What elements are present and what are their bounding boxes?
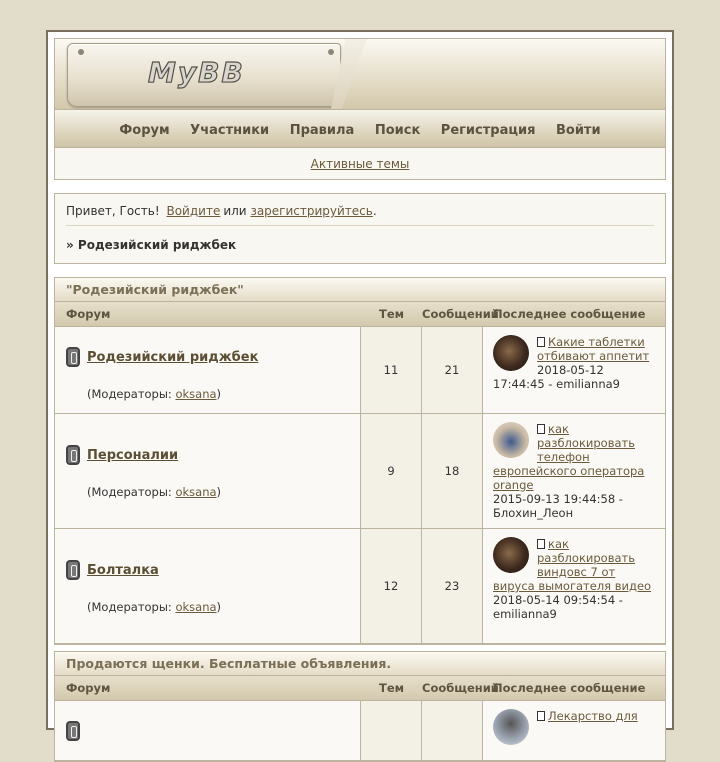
site-header: [54, 38, 666, 110]
moderators: (Модераторы: oksana): [87, 600, 222, 614]
category-title: "Родезийский риджбек": [55, 278, 665, 302]
avatar[interactable]: [493, 422, 529, 458]
bolt-icon: [328, 49, 334, 55]
avatar[interactable]: [493, 709, 529, 745]
forum-status-icon: [66, 445, 80, 465]
topic-icon: [537, 337, 545, 347]
logo[interactable]: [67, 43, 341, 107]
period-text: .: [372, 204, 377, 218]
topics-count: 11: [361, 327, 422, 413]
login-link[interactable]: Войдите: [166, 204, 221, 218]
avatar[interactable]: [493, 335, 529, 371]
forum-row: [55, 529, 665, 644]
last-post-link[interactable]: как разблокировать телефон европейского оператора orange: [493, 422, 645, 492]
menu-item-login[interactable]: Войти: [555, 123, 601, 138]
forum-row: [55, 701, 665, 761]
posts-count: 21: [422, 327, 483, 413]
register-link[interactable]: зарегистрируйтесь: [250, 204, 373, 218]
header-posts: Сообщений: [422, 307, 499, 321]
forum-cell: [55, 701, 361, 760]
last-post-user: Блохин_Леон: [493, 506, 574, 520]
moderator-link[interactable]: oksana: [175, 600, 217, 614]
last-post-date: 2015-09-13 19:44:58 -: [493, 492, 623, 506]
page-container: [46, 30, 674, 730]
or-text: или: [223, 204, 247, 218]
forum-row: [55, 414, 665, 529]
category-header: [55, 676, 665, 701]
active-topics-link[interactable]: Активные темы: [310, 157, 410, 171]
topics-count: 12: [361, 529, 422, 643]
menu-item-rules[interactable]: Правила: [289, 123, 355, 138]
last-post-link[interactable]: как разблокировать виндовс 7 от вируса вымогателя видео: [493, 537, 652, 593]
moderator-link[interactable]: oksana: [175, 387, 217, 401]
last-post-link[interactable]: Какие таблетки отбивают аппетит: [537, 335, 650, 363]
welcome-box: [54, 193, 666, 264]
topic-icon: [537, 539, 545, 549]
menu-item-search[interactable]: Поиск: [374, 123, 421, 138]
submenu: [54, 148, 666, 180]
logo-text: MyBB: [148, 56, 245, 89]
moderator-link[interactable]: oksana: [175, 485, 217, 499]
greeting-text: Привет, Гость!: [66, 204, 160, 218]
forum-link[interactable]: Персоналии: [87, 447, 179, 463]
category-title: Продаются щенки. Бесплатные объявления.: [55, 652, 665, 676]
menu-item-register[interactable]: Регистрация: [440, 123, 536, 138]
posts-count: 18: [422, 414, 483, 528]
header-forum: Форум: [66, 681, 111, 695]
last-post-date: 2018-05-12 17:44:45 -: [493, 363, 604, 391]
forum-status-icon: [66, 721, 80, 741]
moderators: (Модераторы: oksana): [87, 387, 222, 401]
last-post-link[interactable]: Лекарство для: [548, 709, 638, 723]
main-menu: [54, 110, 666, 148]
menu-item-users[interactable]: Участники: [190, 123, 270, 138]
header-topics: Тем: [378, 307, 405, 321]
last-post-user: emilianna9: [493, 607, 557, 621]
last-post-date: 2018-05-14 09:54:54 -: [493, 593, 623, 607]
last-post: [483, 414, 665, 528]
forum-link[interactable]: Болталка: [87, 562, 159, 578]
forum-link[interactable]: Родезийский риджбек: [87, 349, 259, 365]
header-last-post: Последнее сообщение: [493, 307, 646, 321]
header-forum: Форум: [66, 307, 111, 321]
last-post: [483, 327, 665, 413]
bolt-icon: [78, 49, 84, 55]
last-post: [483, 701, 665, 760]
welcome-line: [66, 204, 654, 226]
forum-status-icon: [66, 560, 80, 580]
category-block: [54, 651, 666, 762]
header-posts: Сообщений: [422, 681, 499, 695]
category-header: [55, 302, 665, 327]
breadcrumb: » Родезийский риджбек: [66, 238, 237, 252]
posts-count: [422, 701, 483, 760]
header-topics: Тем: [378, 681, 405, 695]
category-block: [54, 277, 666, 645]
topics-count: [361, 701, 422, 760]
forum-status-icon: [66, 347, 80, 367]
moderators: (Модераторы: oksana): [87, 485, 222, 499]
forum-cell: [55, 529, 361, 643]
forum-row: [55, 327, 665, 414]
topic-icon: [537, 424, 545, 434]
forum-cell: [55, 327, 361, 413]
posts-count: 23: [422, 529, 483, 643]
avatar[interactable]: [493, 537, 529, 573]
menu-item-forum[interactable]: Форум: [119, 123, 170, 138]
topic-icon: [537, 711, 545, 721]
last-post-user: emilianna9: [556, 377, 620, 391]
topics-count: 9: [361, 414, 422, 528]
last-post: [483, 529, 665, 643]
header-last-post: Последнее сообщение: [493, 681, 646, 695]
forum-cell: [55, 414, 361, 528]
